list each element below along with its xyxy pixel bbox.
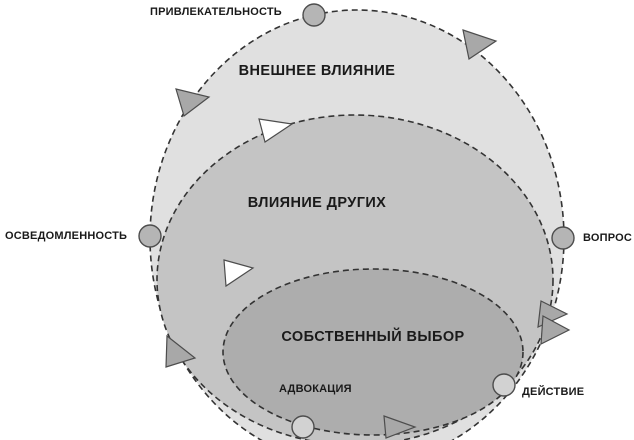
node-dot-attractiveness[interactable] xyxy=(303,4,325,26)
ring-label-middle: ВЛИЯНИЕ ДРУГИХ xyxy=(247,195,387,211)
node-label-attractiveness: ПРИВЛЕКАТЕЛЬНОСТЬ xyxy=(150,6,282,18)
node-label-awareness: ОСВЕДОМЛЕННОСТЬ xyxy=(5,230,128,242)
node-dot-advocacy[interactable] xyxy=(292,416,314,438)
flow-arrow-middle-right-lower-b xyxy=(541,316,569,344)
node-dot-question[interactable] xyxy=(552,227,574,249)
node-dot-action[interactable] xyxy=(493,374,515,396)
ring-label-inner: СОБСТВЕННЫЙ ВЫБОР xyxy=(281,329,465,345)
ring-inner-shape xyxy=(223,269,523,435)
node-dot-awareness[interactable] xyxy=(139,225,161,247)
ring-label-outer: ВНЕШНЕЕ ВЛИЯНИЕ xyxy=(238,63,396,79)
node-label-advocacy: АДВОКАЦИЯ xyxy=(279,383,352,395)
node-label-action: ДЕЙСТВИЕ xyxy=(522,386,585,398)
node-label-question: ВОПРОС xyxy=(583,232,633,244)
